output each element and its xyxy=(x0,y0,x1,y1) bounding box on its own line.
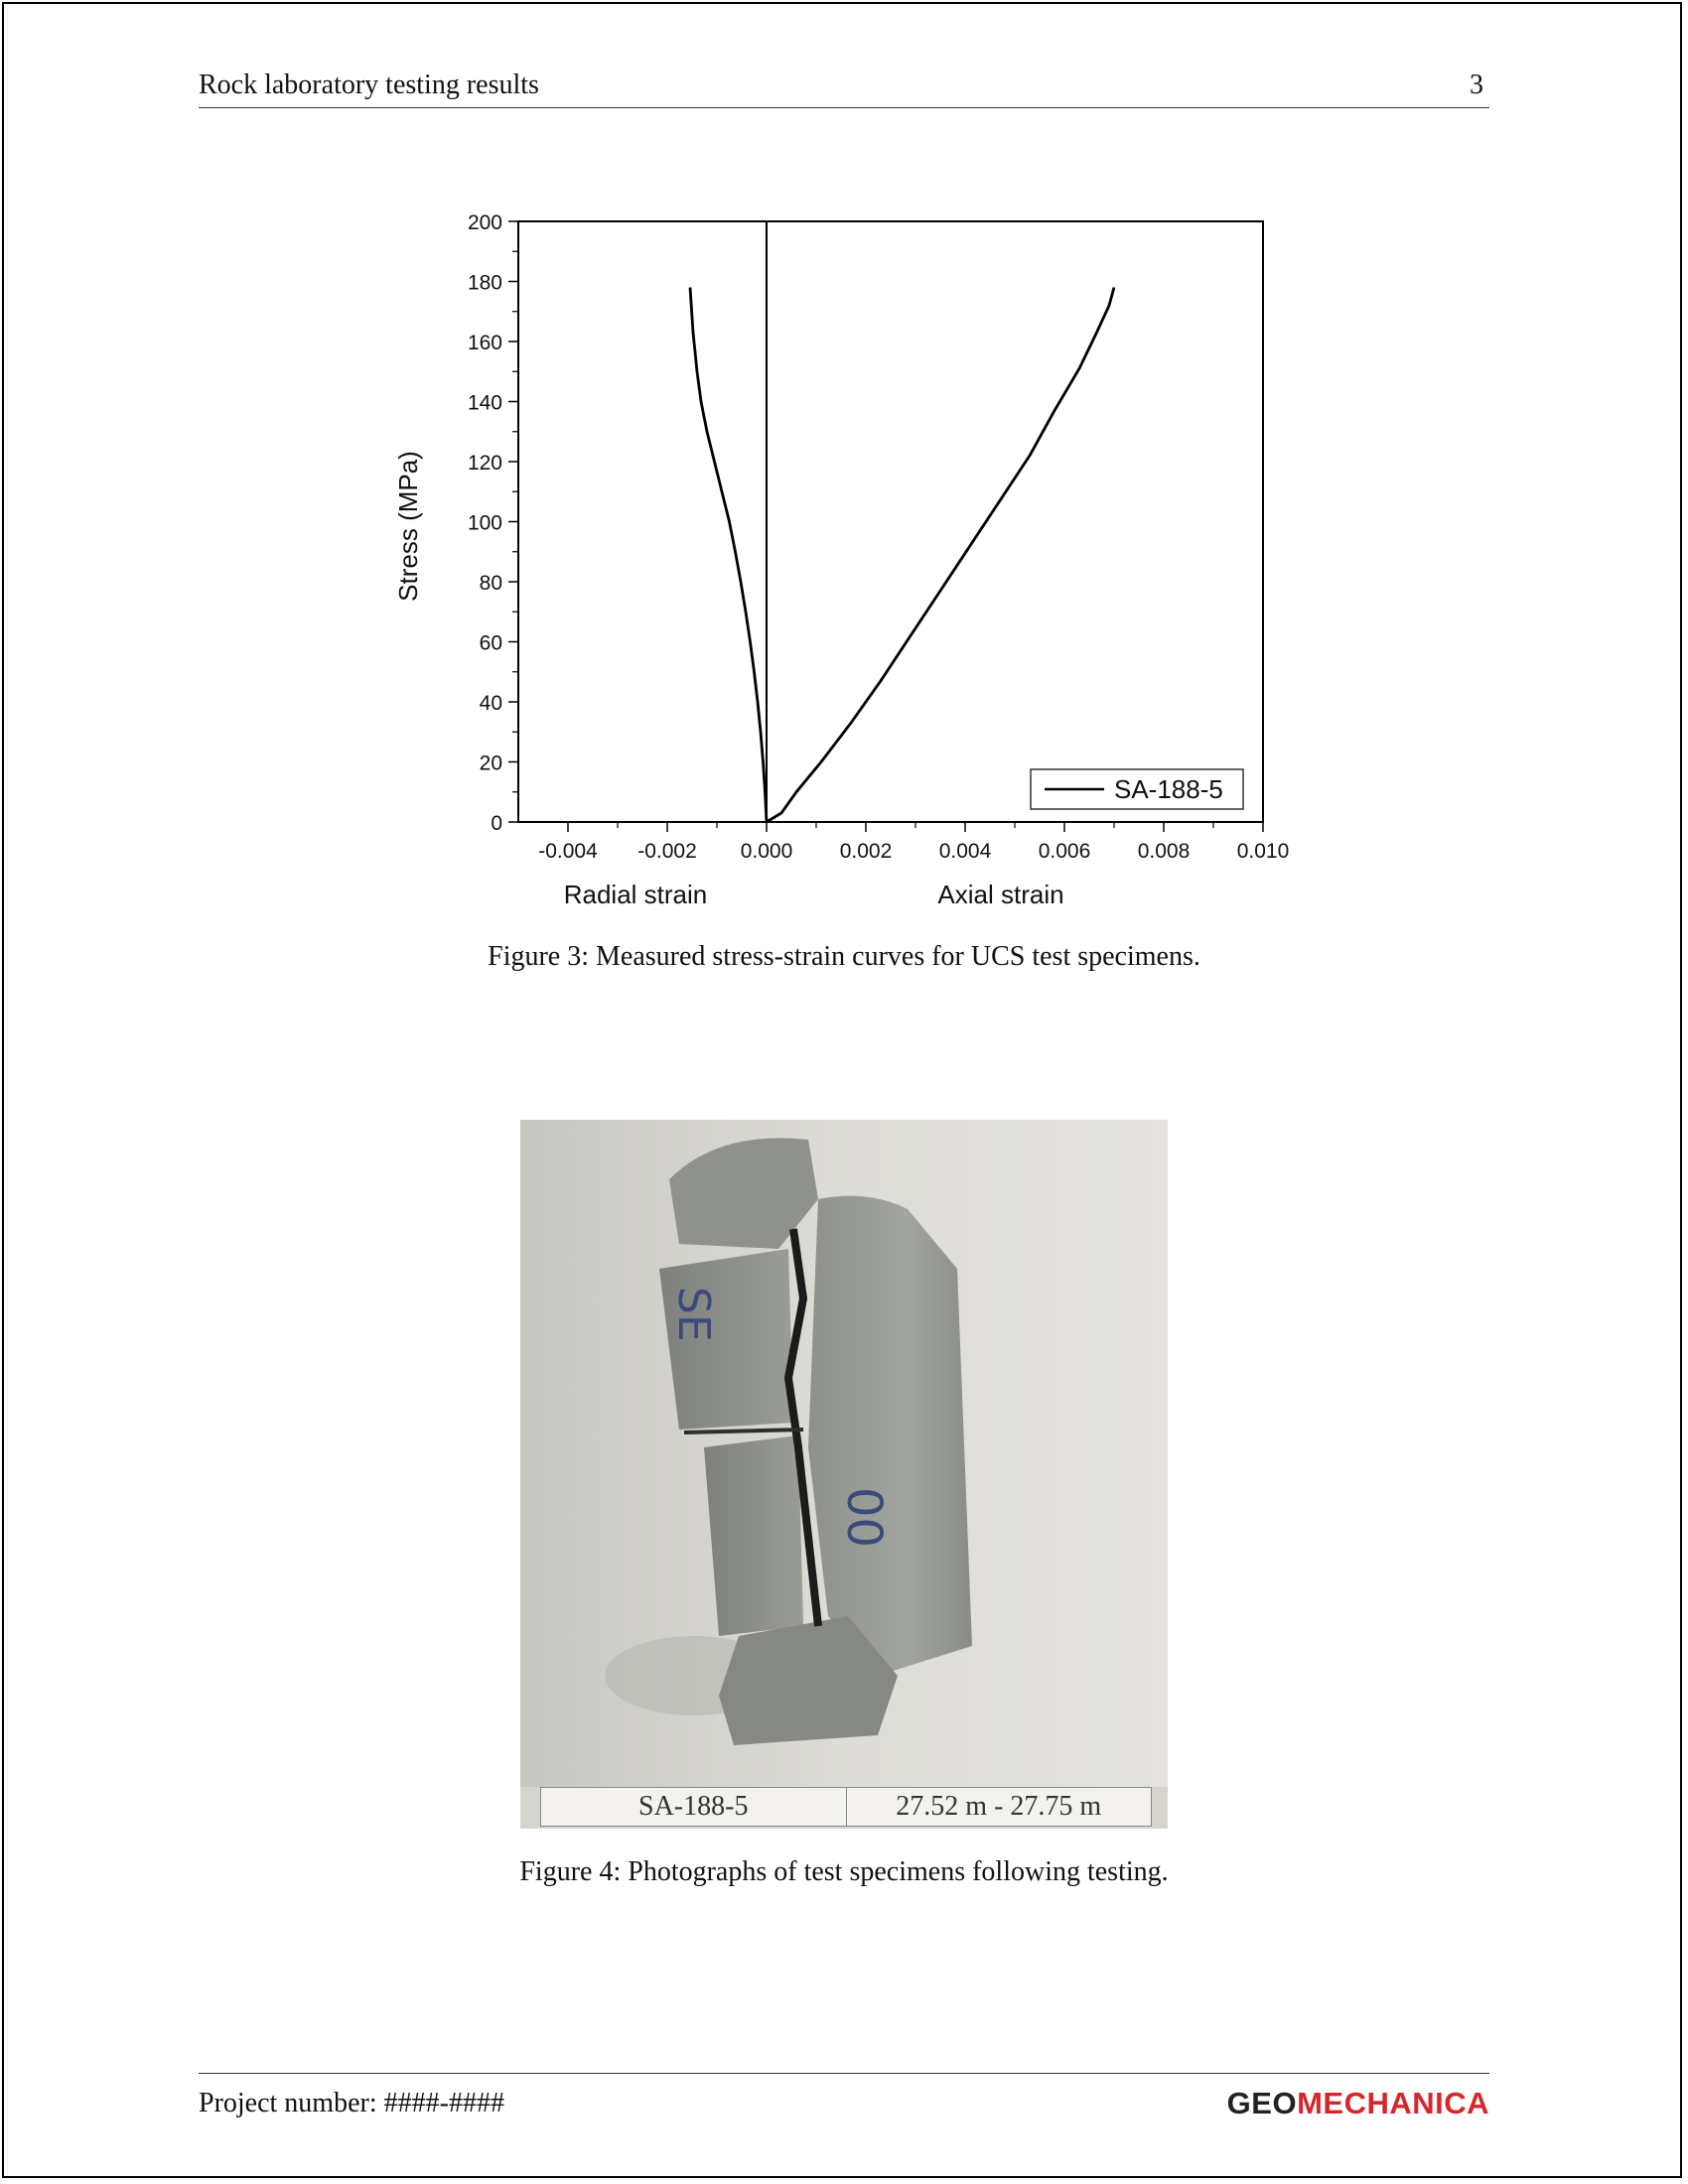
x-axis-label-axial: Axial strain xyxy=(937,880,1064,909)
x-axis-label-radial: Radial strain xyxy=(563,880,708,909)
y-tick-label: 60 xyxy=(479,631,502,655)
x-tick-label: 0.010 xyxy=(1236,840,1290,863)
y-tick-label: 100 xyxy=(467,511,502,535)
geomechanica-logo xyxy=(1227,2086,1489,2121)
axial-strain-curve xyxy=(767,288,1114,823)
y-tick-label: 180 xyxy=(467,271,502,295)
logo-geo: GEO xyxy=(1226,2086,1298,2120)
radial-strain-curve xyxy=(690,288,767,823)
y-tick-label: 20 xyxy=(479,751,502,775)
figure-3-caption: Figure 3: Measured stress-strain curves for UCS test specimens. xyxy=(488,941,1200,972)
y-tick-label: 160 xyxy=(467,332,502,354)
x-tick-label: -0.004 xyxy=(538,840,598,863)
logo-mechanica: MECHANICA xyxy=(1297,2086,1489,2120)
figure-4-caption: Figure 4: Photographs of test specimens following testing. xyxy=(519,1856,1169,1887)
chart-svg xyxy=(377,199,1311,923)
svg-text:SE: SE xyxy=(668,1287,719,1342)
x-tick-label: 0.002 xyxy=(839,840,893,863)
y-tick-label: 0 xyxy=(491,812,502,835)
y-axis-label: Stress (MPa) xyxy=(393,451,423,602)
x-tick-label: 0.004 xyxy=(938,840,992,863)
chart-legend xyxy=(1031,769,1243,809)
photo-illustration xyxy=(520,1120,1168,1787)
page-header xyxy=(199,68,1489,108)
x-tick-label: -0.002 xyxy=(637,840,697,863)
stress-strain-chart xyxy=(377,199,1311,923)
specimen-label xyxy=(540,1787,1152,1827)
y-tick-label: 200 xyxy=(467,211,502,234)
x-tick-label: 0.000 xyxy=(740,840,793,863)
specimen-photo xyxy=(520,1120,1168,1829)
project-number: Project number: ####-#### xyxy=(199,2088,504,2118)
svg-text:00: 00 xyxy=(836,1487,892,1549)
legend-label: SA-188-5 xyxy=(1114,774,1223,804)
x-tick-label: 0.008 xyxy=(1137,840,1191,863)
y-tick-label: 40 xyxy=(479,692,502,715)
y-tick-label: 80 xyxy=(479,572,502,595)
x-tick-label: 0.006 xyxy=(1038,840,1091,863)
specimen-depth: 27.52 m - 27.75 m xyxy=(846,1788,1152,1826)
page-number: 3 xyxy=(1470,69,1483,100)
header-title: Rock laboratory testing results xyxy=(199,69,539,100)
specimen-id: SA-188-5 xyxy=(638,1791,749,1822)
plot-frame xyxy=(518,221,1263,822)
y-tick-label: 120 xyxy=(467,452,502,475)
y-tick-label: 140 xyxy=(467,391,502,415)
page-footer xyxy=(199,2073,1489,2133)
